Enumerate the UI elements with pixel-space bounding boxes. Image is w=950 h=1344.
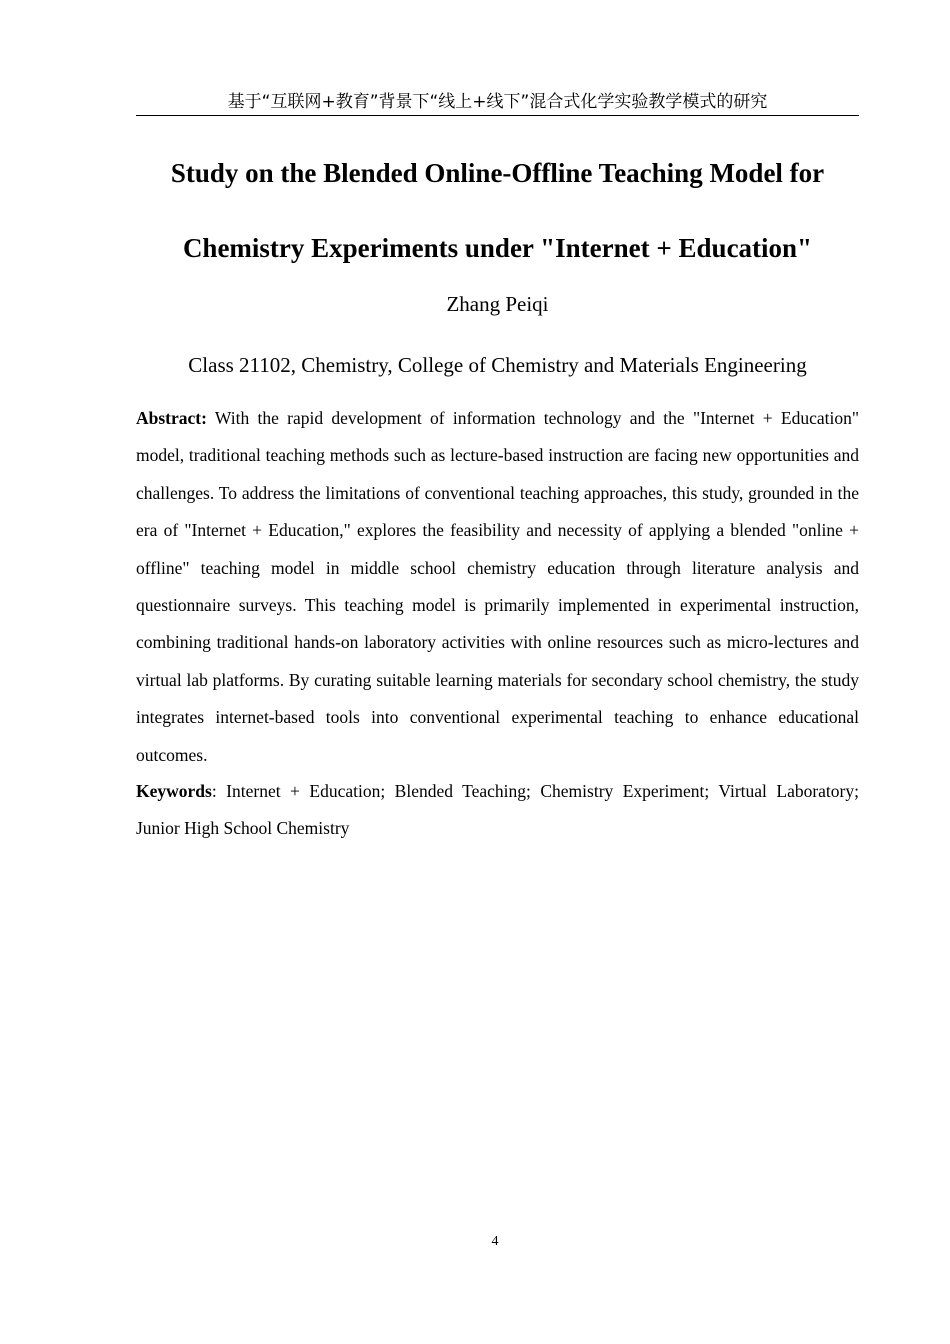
abstract-label: Abstract: bbox=[136, 408, 207, 428]
page-number: 4 bbox=[491, 1234, 499, 1249]
paper-title-line-2: Chemistry Experiments under "Internet + Education" bbox=[182, 233, 813, 263]
keywords-label: Keywords bbox=[136, 781, 212, 801]
keywords-text: : Internet + Education; Blended Teaching; Chemistry Experiment; Virtual Laboratory; Junior High School Chemistry bbox=[136, 781, 859, 839]
paper-title-line-1: Study on the Blended Online-Offline Teaching Model for bbox=[170, 158, 825, 188]
keywords-paragraph bbox=[136, 773, 859, 848]
author-affiliation: Class 21102, Chemistry, College of Chemistry and Materials Engineering bbox=[188, 353, 807, 377]
paper-title bbox=[120, 136, 875, 286]
abstract-paragraph bbox=[136, 400, 859, 774]
author-name: Zhang Peiqi bbox=[446, 292, 549, 316]
abstract-text: With the rapid development of information technology and the "Internet + Education" model, traditional teaching methods such as lecture-based instruction are facing new opportunities and challenges. To address the limitations of conventional teaching approaches, this study, grounded in the era of "Internet + Education," explores the feasibility and necessity of applying a blended "online + offline" teaching model in middle school chemistry education through literature analysis and questionnaire surveys. This teaching model is primarily implemented in experimental instruction, combining traditional hands-on laboratory activities with online resources such as micro-lectures and virtual lab platforms. By curating suitable learning materials for secondary school chemistry, the study integrates internet-based tools into conventional experimental teaching to enhance educational outcomes. bbox=[136, 408, 859, 765]
running-header: 基于“互联网+教育”背景下“线上+线下”混合式化学实验教学模式的研究 bbox=[136, 90, 859, 116]
